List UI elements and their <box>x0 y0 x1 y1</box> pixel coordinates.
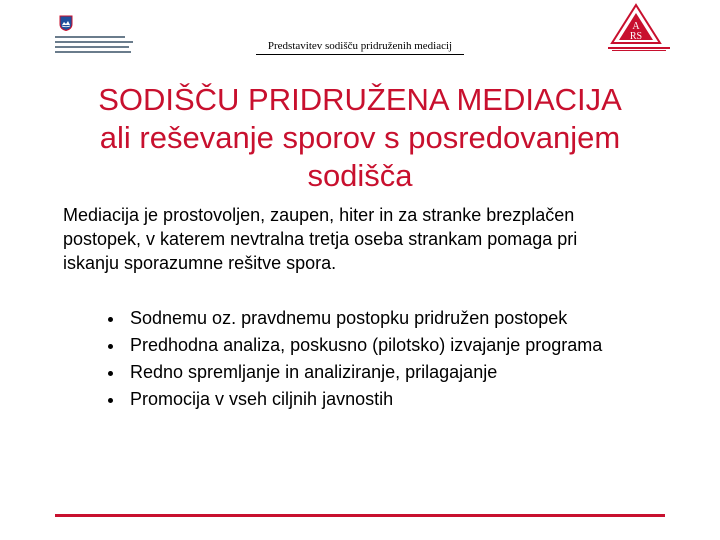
paragraph-line-3: iskanju sporazumne rešitve spora. <box>63 253 337 273</box>
list-item <box>108 359 602 386</box>
slide-title-line-2: ali reševanje sporov s posredovanjem <box>99 120 621 155</box>
bullet-icon <box>108 344 113 349</box>
slide-title-line-1: SODIŠČU PRIDRUŽENA MEDIACIJA <box>98 82 622 117</box>
ars-logo-text-top: A <box>632 21 640 32</box>
list-item <box>108 305 602 332</box>
list-item-text: Sodnemu oz. pravdnemu postopku pridružen postopek <box>130 308 568 328</box>
footer-divider <box>55 514 665 517</box>
list-item-text: Redno spremljanje in analiziranje, prilagajanje <box>130 362 498 382</box>
slide-title <box>30 81 690 195</box>
paragraph-text: je prostovoljen, zaupen, hiter in za stranke brezplačen <box>139 205 575 225</box>
ars-logo-text-bottom: RS <box>629 31 643 42</box>
definition-paragraph <box>63 203 663 275</box>
bullet-list <box>108 305 602 413</box>
header-title: Predstavitev sodišču pridruženih mediacij <box>267 40 453 52</box>
list-item <box>108 386 602 413</box>
paragraph-line-2: postopek, v katerem nevtralna tretja oseba strankam pomaga pri <box>63 229 578 249</box>
bullet-icon <box>108 398 113 403</box>
list-item <box>108 332 602 359</box>
header-underline <box>256 54 464 55</box>
logo-text-line <box>55 36 125 38</box>
shield-icon <box>59 15 73 31</box>
list-item-text: Predhodna analiza, poskusno (pilotsko) izvajanje programa <box>130 335 603 355</box>
ars-logo-icon <box>608 3 670 53</box>
slide-title-line-3: sodišča <box>307 158 413 193</box>
bullet-icon <box>108 317 113 322</box>
paragraph-term: Mediacija <box>63 205 140 225</box>
bullet-icon <box>108 371 113 376</box>
paragraph-line-1 <box>63 203 663 227</box>
list-item-text: Promocija v vseh ciljnih javnostih <box>130 389 394 409</box>
